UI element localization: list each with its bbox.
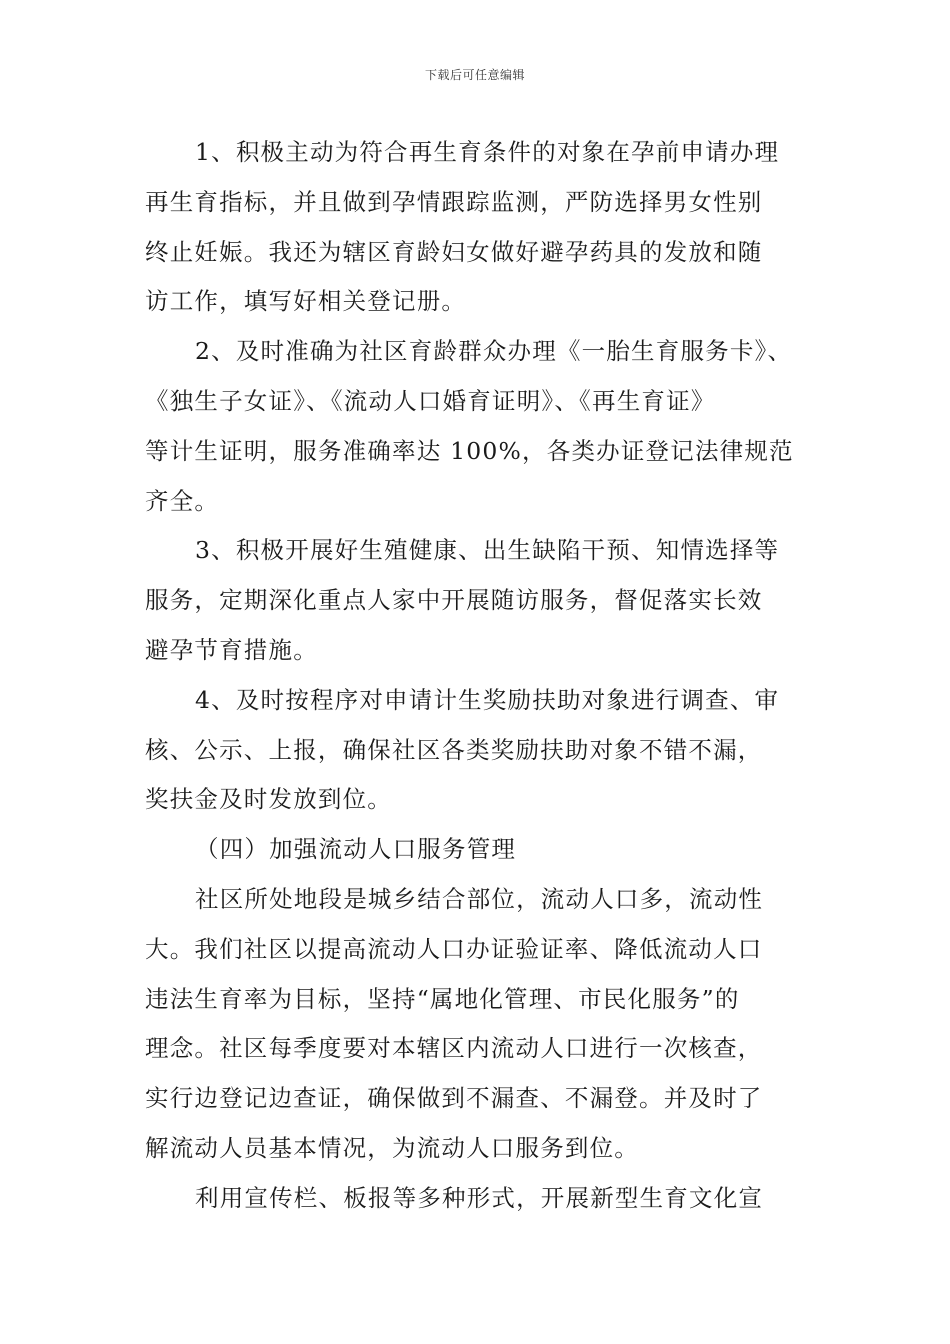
text-line: 违法生育率为目标，坚持“属地化管理、市民化服务”的 (145, 984, 740, 1013)
text-line: 理念。社区每季度要对本辖区内流动人口进行一次核查， (145, 1034, 763, 1063)
text-line: 大。我们社区以提高流动人口办证验证率、降低流动人口 (145, 934, 763, 963)
text-line: 利用宣传栏、板报等多种形式，开展新型生育文化宣 (195, 1183, 764, 1212)
text-line: 齐全。 (145, 486, 220, 515)
text-line: 核、公示、上报，确保社区各类奖励扶助对象不错不漏， (145, 735, 763, 764)
text-line: 解流动人员基本情况，为流动人口服务到位。 (145, 1133, 639, 1162)
text-line: 避孕节育措施。 (145, 635, 318, 664)
text-line: 1、积极主动为符合再生育条件的对象在孕前申请办理 (195, 138, 780, 166)
text-line: 实行边登记边查证，确保做到不漏查、不漏登。并及时了 (145, 1084, 763, 1113)
text-line: 再生育指标，并且做到孕情跟踪监测，严防选择男女性别 (145, 187, 763, 216)
text-line: 奖扶金及时发放到位。 (145, 785, 392, 814)
text-line: 4、及时按程序对申请计生奖励扶助对象进行调查、审 (195, 685, 780, 714)
document-body (145, 128, 810, 1224)
text-line: 2、及时准确为社区育龄群众办理《一胎生育服务卡》、 (195, 337, 793, 366)
text-line: 3、积极开展好生殖健康、出生缺陷干预、知情选择等 (195, 536, 780, 565)
text-line: 终止妊娠。我还为辖区育龄妇女做好避孕药具的发放和随 (145, 237, 763, 266)
text-line: 《独生子女证》、《流动人口婚育证明》、《再生育证》 (145, 386, 716, 415)
text-line: 服务，定期深化重点人家中开展随访服务，督促落实长效 (145, 586, 763, 615)
text-line: 访工作，填写好相关登记册。 (145, 287, 467, 316)
text-line: 社区所处地段是城乡结合部位，流动人口多，流动性 (195, 884, 764, 913)
text-line: 等计生证明，服务准确率达 100%，各类办证登记法律规范 (145, 436, 794, 465)
page-header-note: 下载后可任意编辑 (424, 68, 525, 82)
text-line: （四）加强流动人口服务管理 (195, 835, 517, 864)
